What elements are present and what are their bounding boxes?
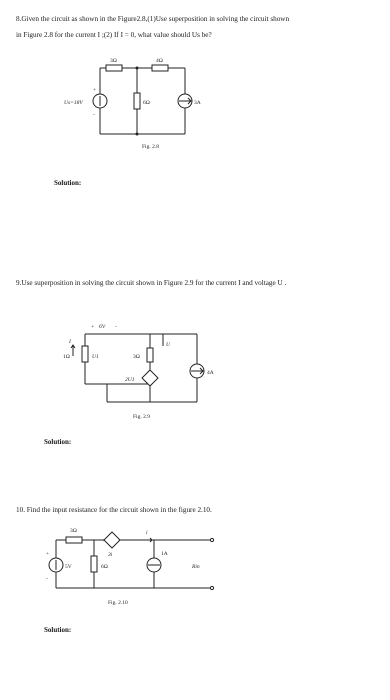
label-u1: U1 bbox=[92, 354, 99, 360]
label-minus: - bbox=[115, 324, 117, 330]
label-3a: 3A bbox=[194, 100, 201, 106]
label-plus: + bbox=[93, 87, 97, 93]
label-minus-dep: - bbox=[118, 538, 120, 544]
label-4-ohm: 4Ω bbox=[156, 58, 163, 64]
label-plus: + bbox=[91, 324, 95, 330]
terminal-bottom bbox=[210, 586, 213, 589]
label-i: i bbox=[146, 530, 148, 536]
resistor-3-ohm bbox=[66, 537, 82, 543]
label-rin: Rin bbox=[192, 564, 200, 570]
q10-text-line1: 10. Find the input resistance for the circuit shown in the figure 2.10. bbox=[16, 506, 212, 514]
label-3i: 3i bbox=[108, 552, 113, 558]
figure-2-9-circuit bbox=[55, 316, 235, 426]
resistor-1-ohm bbox=[82, 346, 88, 362]
label-6-ohm: 6Ω bbox=[101, 564, 108, 570]
label-plus-dep: + bbox=[102, 538, 106, 544]
figure-caption: Fig. 2.8 bbox=[142, 144, 159, 150]
label-us: Us=18V bbox=[64, 100, 83, 106]
figure-caption: Fig. 2.9 bbox=[133, 414, 150, 420]
figure-2-10-circuit bbox=[42, 522, 232, 612]
q8-text-line2: in Figure 2.8 for the current I ;(2) If I = 0, what value should Us be? bbox=[16, 31, 212, 39]
label-4a: 4A bbox=[207, 370, 214, 376]
label-3-ohm: 3Ω bbox=[70, 528, 77, 534]
label-3-ohm: 3Ω bbox=[110, 58, 117, 64]
label-6v: 6V bbox=[99, 324, 106, 330]
resistor-3-ohm bbox=[106, 65, 122, 71]
label-i: I bbox=[69, 339, 71, 345]
resistor-6-ohm bbox=[134, 93, 140, 109]
resistor-4-ohm bbox=[152, 65, 168, 71]
label-2u1: 2U1 bbox=[125, 377, 135, 383]
q9-solution-label: Solution: bbox=[44, 438, 72, 446]
label-minus: - bbox=[93, 112, 95, 118]
label-5v: 5V bbox=[65, 564, 72, 570]
resistor-3-ohm bbox=[147, 348, 153, 362]
label-6-ohm: 6Ω bbox=[143, 100, 150, 106]
q10-solution-label: Solution: bbox=[44, 626, 72, 634]
label-u: U bbox=[166, 342, 170, 348]
label-plus: + bbox=[46, 551, 50, 557]
figure-2-8-circuit bbox=[60, 56, 230, 156]
label-1a: 1A bbox=[161, 551, 168, 557]
label-1-ohm: 1Ω bbox=[63, 354, 70, 360]
label-minus: - bbox=[46, 576, 48, 582]
resistor-6-ohm bbox=[91, 556, 97, 572]
q8-text-line1: 8.Given the circuit as shown in the Figure2.8,(1)Use superposition in solving the circuit shown bbox=[16, 15, 290, 23]
q8-solution-label: Solution: bbox=[54, 179, 82, 187]
q9-text-line1: 9.Use superposition in solving the circuit shown in Figure 2.9 for the current I and voltage U . bbox=[16, 279, 287, 287]
figure-caption: Fig. 2.10 bbox=[108, 600, 128, 606]
terminal-top bbox=[210, 538, 213, 541]
label-3-ohm: 3Ω bbox=[133, 354, 140, 360]
